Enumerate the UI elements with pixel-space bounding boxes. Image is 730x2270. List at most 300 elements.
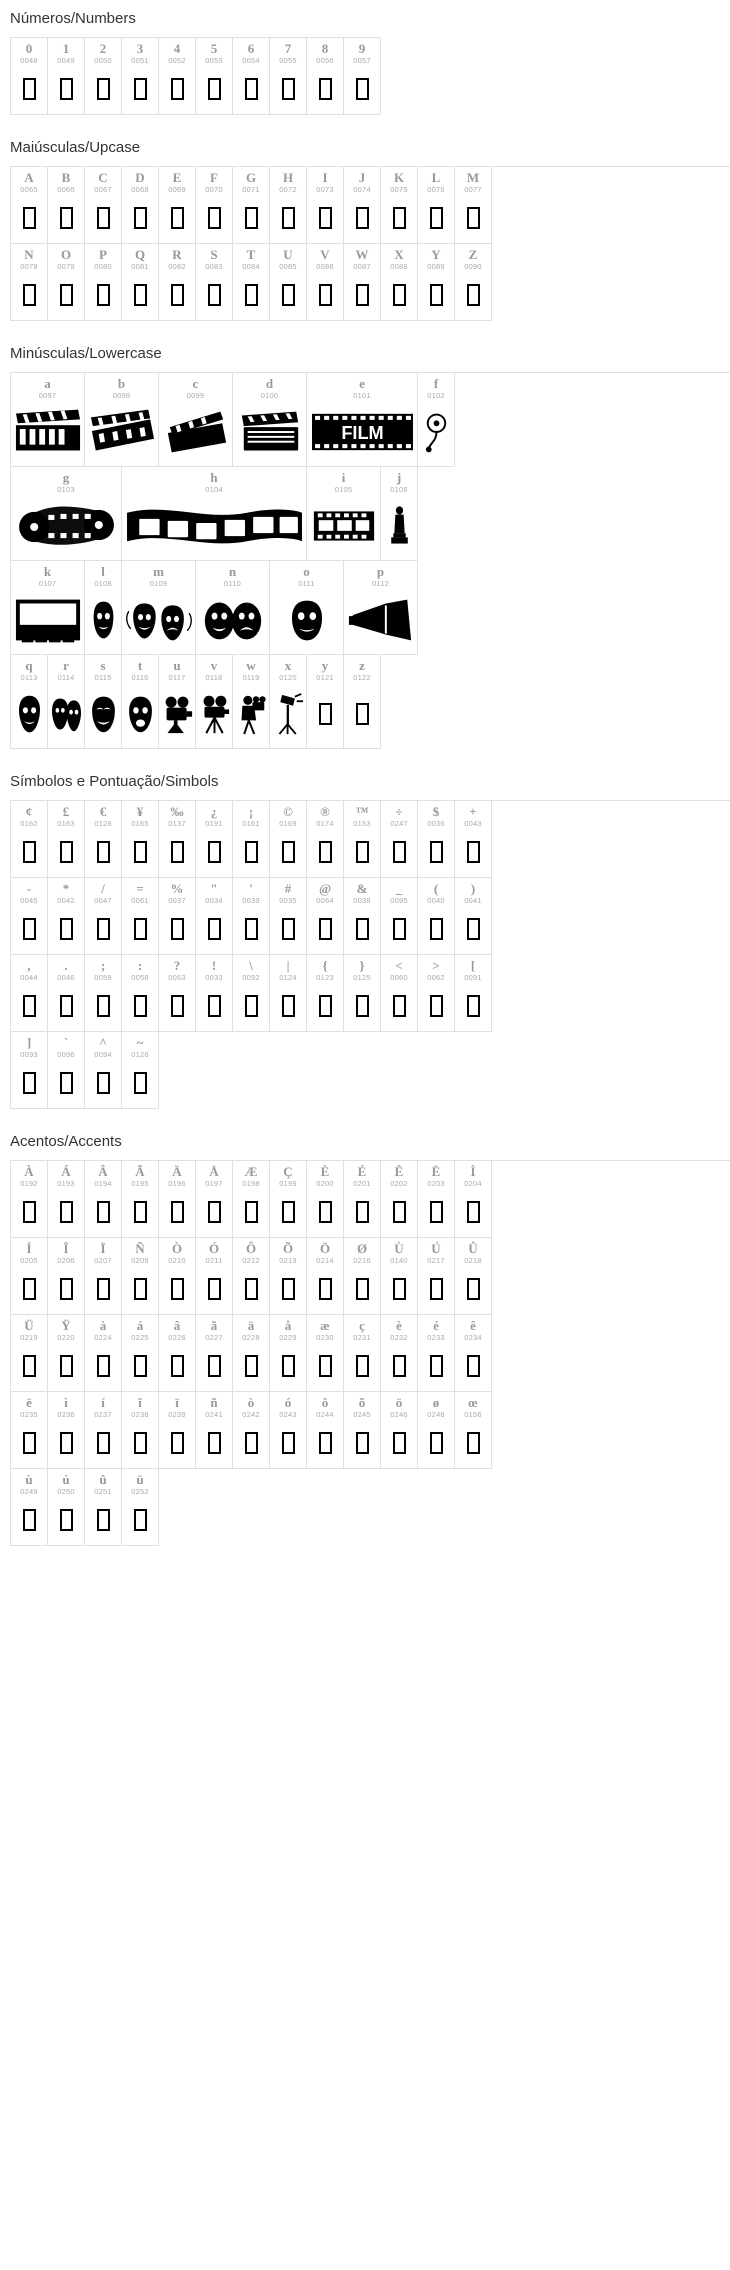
glyph-code: 0106 xyxy=(390,485,408,494)
cameraman-icon xyxy=(233,688,269,740)
glyph-cell[interactable] xyxy=(233,801,270,878)
glyph-cell[interactable] xyxy=(85,955,122,1032)
glyph-char: O xyxy=(60,247,72,262)
mask-solid-s-icon xyxy=(85,688,121,740)
glyph-cell[interactable] xyxy=(85,1315,122,1392)
glyph-char: t xyxy=(137,658,143,673)
glyph-cell[interactable] xyxy=(48,244,85,321)
glyph-cell[interactable] xyxy=(196,1238,233,1315)
glyph-code: 0192 xyxy=(20,1179,38,1188)
missing-glyph-icon xyxy=(23,207,36,229)
glyph-preview xyxy=(122,1061,158,1108)
missing-glyph-icon xyxy=(97,918,110,940)
glyph-code: 0194 xyxy=(94,1179,112,1188)
missing-glyph-icon xyxy=(60,1201,73,1223)
glyph-cell[interactable] xyxy=(11,1392,48,1469)
glyph-preview xyxy=(381,496,417,560)
glyph-cell[interactable] xyxy=(270,1315,307,1392)
glyph-cell[interactable] xyxy=(159,1315,196,1392)
single-mask-icon xyxy=(85,594,121,646)
missing-glyph-icon xyxy=(319,207,332,229)
glyph-cell[interactable] xyxy=(381,244,418,321)
glyph-cell[interactable] xyxy=(233,955,270,1032)
tragedy-mask-t-icon xyxy=(122,688,158,740)
glyph-cell[interactable] xyxy=(233,244,270,321)
glyph-preview xyxy=(85,402,158,466)
glyph-cell[interactable] xyxy=(196,1315,233,1392)
glyph-code: 0241 xyxy=(205,1410,223,1419)
glyph-preview xyxy=(344,273,380,320)
glyph-cell[interactable] xyxy=(122,955,159,1032)
missing-glyph-icon xyxy=(208,1201,221,1223)
glyph-cell[interactable] xyxy=(270,244,307,321)
glyph-cell[interactable] xyxy=(418,878,455,955)
glyph-cell[interactable] xyxy=(455,1392,492,1469)
glyph-cell[interactable] xyxy=(48,1469,85,1546)
oscar-statuette-icon xyxy=(381,500,417,552)
glyph-cell[interactable] xyxy=(344,1161,381,1238)
glyph-preview xyxy=(159,907,195,954)
glyph-char: z xyxy=(359,658,365,673)
glyph-cell[interactable] xyxy=(159,167,196,244)
glyph-cell[interactable] xyxy=(196,167,233,244)
glyph-cell[interactable] xyxy=(159,1392,196,1469)
glyph-cell[interactable] xyxy=(381,955,418,1032)
glyph-cell[interactable] xyxy=(48,1161,85,1238)
glyph-char: Ô xyxy=(245,1241,257,1256)
glyph-cell[interactable] xyxy=(381,1392,418,1469)
glyph-cell[interactable] xyxy=(307,655,344,749)
glyph-cell[interactable] xyxy=(307,373,418,467)
glyph-preview xyxy=(418,1267,454,1314)
glyph-cell[interactable] xyxy=(196,38,233,115)
glyph-cell[interactable] xyxy=(418,373,455,467)
missing-glyph-icon xyxy=(60,1355,73,1377)
glyph-cell[interactable] xyxy=(48,955,85,1032)
glyph-cell[interactable] xyxy=(48,167,85,244)
glyph-cell[interactable] xyxy=(307,955,344,1032)
glyph-cell[interactable] xyxy=(85,244,122,321)
glyph-cell[interactable] xyxy=(455,878,492,955)
glyph-cell[interactable] xyxy=(85,167,122,244)
glyph-cell[interactable] xyxy=(233,1238,270,1315)
glyph-cell[interactable] xyxy=(48,801,85,878)
glyph-char: ô xyxy=(321,1395,329,1410)
glyph-cell[interactable] xyxy=(455,244,492,321)
glyph-cell[interactable] xyxy=(455,1238,492,1315)
glyph-cell[interactable] xyxy=(122,467,307,561)
glyph-code: 0066 xyxy=(57,185,75,194)
glyph-cell[interactable] xyxy=(233,878,270,955)
glyph-cell[interactable] xyxy=(11,955,48,1032)
two-reels-icon xyxy=(11,500,121,552)
glyph-cell[interactable] xyxy=(344,167,381,244)
glyph-cell[interactable] xyxy=(122,655,159,749)
glyph-cell[interactable] xyxy=(344,655,381,749)
missing-glyph-icon xyxy=(97,841,110,863)
glyph-code: 0120 xyxy=(279,673,297,682)
glyph-cell[interactable] xyxy=(11,801,48,878)
glyph-cell[interactable] xyxy=(381,878,418,955)
glyph-cell[interactable] xyxy=(196,955,233,1032)
glyph-cell[interactable] xyxy=(122,1469,159,1546)
glyph-cell[interactable] xyxy=(418,801,455,878)
glyph-char: ; xyxy=(100,958,106,973)
glyph-cell[interactable] xyxy=(85,1392,122,1469)
glyph-code: 0224 xyxy=(94,1333,112,1342)
glyph-cell[interactable] xyxy=(381,801,418,878)
missing-glyph-icon xyxy=(430,1355,443,1377)
glyph-char: ~ xyxy=(136,1035,144,1050)
glyph-cell[interactable] xyxy=(122,801,159,878)
glyph-cell[interactable] xyxy=(196,1392,233,1469)
glyph-code: 0246 xyxy=(390,1410,408,1419)
missing-glyph-icon xyxy=(319,995,332,1017)
glyph-cell[interactable] xyxy=(48,878,85,955)
glyph-cell[interactable] xyxy=(122,878,159,955)
glyph-cell[interactable] xyxy=(455,1315,492,1392)
glyph-char: F xyxy=(210,170,218,185)
glyph-cell[interactable] xyxy=(344,38,381,115)
glyph-cell[interactable] xyxy=(85,1238,122,1315)
glyph-code: 0064 xyxy=(316,896,334,905)
section-lowercase xyxy=(0,335,730,749)
glyph-preview xyxy=(85,984,121,1031)
glyph-char: < xyxy=(395,958,403,973)
glyph-cell[interactable] xyxy=(196,561,270,655)
glyph-cell[interactable] xyxy=(11,1032,48,1109)
glyph-cell[interactable] xyxy=(122,1392,159,1469)
glyph-cell[interactable] xyxy=(11,373,85,467)
glyph-char: W xyxy=(355,247,369,262)
glyph-cell[interactable] xyxy=(159,38,196,115)
glyph-cell[interactable] xyxy=(455,167,492,244)
mask-profile-icon xyxy=(270,594,343,646)
glyph-code: 0116 xyxy=(131,673,149,682)
glyph-char: ÷ xyxy=(395,804,403,819)
glyph-cell[interactable] xyxy=(85,1161,122,1238)
glyph-cell[interactable] xyxy=(159,801,196,878)
glyph-cell[interactable] xyxy=(233,1392,270,1469)
glyph-cell[interactable] xyxy=(122,561,196,655)
glyph-cell[interactable] xyxy=(381,167,418,244)
glyph-cell[interactable] xyxy=(344,801,381,878)
glyph-char: e xyxy=(359,376,365,391)
glyph-cell[interactable] xyxy=(381,467,418,561)
glyph-code: 0102 xyxy=(427,391,445,400)
glyph-preview xyxy=(122,1267,158,1314)
glyph-char: ï xyxy=(175,1395,179,1410)
glyph-cell[interactable] xyxy=(48,1392,85,1469)
missing-glyph-icon xyxy=(282,207,295,229)
glyph-char: Ø xyxy=(356,1241,368,1256)
glyph-cell[interactable] xyxy=(122,1161,159,1238)
glyph-cell[interactable] xyxy=(418,1238,455,1315)
glyph-preview xyxy=(11,1190,47,1237)
glyph-cell[interactable] xyxy=(270,1238,307,1315)
glyph-cell[interactable] xyxy=(48,1032,85,1109)
glyph-char: G xyxy=(245,170,257,185)
glyph-cell[interactable] xyxy=(455,801,492,878)
missing-glyph-icon xyxy=(356,207,369,229)
glyph-char: ê xyxy=(470,1318,476,1333)
glyph-cell[interactable] xyxy=(307,1238,344,1315)
glyph-char: # xyxy=(284,881,292,896)
glyph-cell[interactable] xyxy=(159,373,233,467)
glyph-cell[interactable] xyxy=(418,1161,455,1238)
glyph-code: 0207 xyxy=(94,1256,112,1265)
glyph-char: M xyxy=(466,170,480,185)
glyph-cell[interactable] xyxy=(122,1315,159,1392)
glyph-cell[interactable] xyxy=(85,801,122,878)
glyph-cell[interactable] xyxy=(307,878,344,955)
glyph-cell[interactable] xyxy=(159,878,196,955)
glyph-char: b xyxy=(117,376,126,391)
glyph-cell[interactable] xyxy=(48,655,85,749)
glyph-cell[interactable] xyxy=(85,561,122,655)
glyph-cell[interactable] xyxy=(11,467,122,561)
glyph-cell[interactable] xyxy=(455,955,492,1032)
glyph-cell[interactable] xyxy=(381,1161,418,1238)
glyph-cell[interactable] xyxy=(11,1315,48,1392)
glyph-char: l xyxy=(101,564,105,579)
missing-glyph-icon xyxy=(282,995,295,1017)
glyph-preview xyxy=(85,1267,121,1314)
glyph-cell[interactable] xyxy=(270,38,307,115)
glyph-cell[interactable] xyxy=(344,1315,381,1392)
glyph-code: 0227 xyxy=(205,1333,223,1342)
glyph-cell[interactable] xyxy=(11,244,48,321)
glyph-cell[interactable] xyxy=(233,38,270,115)
glyph-cell[interactable] xyxy=(159,655,196,749)
glyph-preview xyxy=(344,984,380,1031)
glyph-code: 0108 xyxy=(94,579,112,588)
missing-glyph-icon xyxy=(60,1509,73,1531)
glyph-cell[interactable] xyxy=(381,1315,418,1392)
glyph-preview xyxy=(455,1344,491,1391)
missing-glyph-icon xyxy=(430,1201,443,1223)
glyph-cell[interactable] xyxy=(122,1032,159,1109)
glyph-cell[interactable] xyxy=(11,1161,48,1238)
glyph-cell[interactable] xyxy=(270,801,307,878)
glyph-cell[interactable] xyxy=(307,38,344,115)
glyph-preview xyxy=(455,1267,491,1314)
glyph-cell[interactable] xyxy=(48,1238,85,1315)
glyph-preview xyxy=(233,196,269,243)
glyph-code: 0057 xyxy=(353,56,371,65)
glyph-code: 0085 xyxy=(279,262,297,271)
glyph-cell[interactable] xyxy=(196,801,233,878)
glyph-cell[interactable] xyxy=(11,878,48,955)
glyph-preview xyxy=(85,684,121,748)
glyph-cell[interactable] xyxy=(159,1238,196,1315)
glyph-cell[interactable] xyxy=(270,1161,307,1238)
glyph-preview xyxy=(344,590,417,654)
glyph-cell[interactable] xyxy=(85,878,122,955)
glyph-cell[interactable] xyxy=(307,467,381,561)
glyph-grid xyxy=(10,372,730,749)
glyph-cell[interactable] xyxy=(122,1238,159,1315)
glyph-code: 0123 xyxy=(316,973,334,982)
glyph-cell[interactable] xyxy=(85,38,122,115)
glyph-cell[interactable] xyxy=(270,955,307,1032)
glyph-cell[interactable] xyxy=(196,1161,233,1238)
glyph-cell[interactable] xyxy=(11,38,48,115)
glyph-cell[interactable] xyxy=(270,167,307,244)
glyph-code: 0242 xyxy=(242,1410,260,1419)
glyph-preview xyxy=(455,984,491,1031)
glyph-cell[interactable] xyxy=(233,167,270,244)
missing-glyph-icon xyxy=(208,918,221,940)
glyph-preview xyxy=(11,402,84,466)
glyph-code: 0193 xyxy=(57,1179,75,1188)
glyph-preview xyxy=(122,1498,158,1545)
glyph-code: 0084 xyxy=(242,262,260,271)
glyph-preview xyxy=(233,907,269,954)
glyph-code: 0140 xyxy=(390,1256,408,1265)
glyph-cell[interactable] xyxy=(159,1161,196,1238)
glyph-code: 0245 xyxy=(353,1410,371,1419)
glyph-cell[interactable] xyxy=(233,1315,270,1392)
glyph-code: 0045 xyxy=(20,896,38,905)
section-numbers xyxy=(0,0,730,115)
glyph-char: Y xyxy=(431,247,441,262)
glyph-cell[interactable] xyxy=(344,244,381,321)
glyph-cell[interactable] xyxy=(418,1392,455,1469)
glyph-preview xyxy=(233,830,269,877)
glyph-cell[interactable] xyxy=(307,167,344,244)
glyph-cell[interactable] xyxy=(344,955,381,1032)
glyph-cell[interactable] xyxy=(11,655,48,749)
glyph-code: 0252 xyxy=(131,1487,149,1496)
glyph-char: ñ xyxy=(210,1395,218,1410)
glyph-cell[interactable] xyxy=(11,1469,48,1546)
glyph-char: Q xyxy=(134,247,146,262)
glyph-cell[interactable] xyxy=(233,373,307,467)
glyph-cell[interactable] xyxy=(11,1238,48,1315)
glyph-char: Ñ xyxy=(135,1241,145,1256)
glyph-char: w xyxy=(246,658,256,673)
missing-glyph-icon xyxy=(393,284,406,306)
glyph-cell[interactable] xyxy=(418,167,455,244)
glyph-cell[interactable] xyxy=(307,801,344,878)
glyph-cell[interactable] xyxy=(307,1315,344,1392)
missing-glyph-icon xyxy=(245,78,258,100)
glyph-char: + xyxy=(469,804,477,819)
glyph-code: 0195 xyxy=(131,1179,149,1188)
glyph-char: 4 xyxy=(173,41,181,56)
glyph-cell[interactable] xyxy=(270,1392,307,1469)
glyph-cell[interactable] xyxy=(307,244,344,321)
missing-glyph-icon xyxy=(282,1432,295,1454)
glyph-cell[interactable] xyxy=(418,955,455,1032)
glyph-cell[interactable] xyxy=(159,955,196,1032)
glyph-cell[interactable] xyxy=(85,655,122,749)
missing-glyph-icon xyxy=(430,841,443,863)
glyph-preview xyxy=(418,1421,454,1468)
glyph-cell[interactable] xyxy=(344,1238,381,1315)
glyph-preview xyxy=(307,67,343,114)
glyph-code: 0075 xyxy=(390,185,408,194)
glyph-preview xyxy=(418,907,454,954)
missing-glyph-icon xyxy=(208,207,221,229)
glyph-preview xyxy=(11,496,121,560)
glyph-preview xyxy=(196,1267,232,1314)
glyph-char: [ xyxy=(470,958,476,973)
glyph-preview xyxy=(159,402,232,466)
glyph-cell[interactable] xyxy=(11,167,48,244)
glyph-cell[interactable] xyxy=(307,1392,344,1469)
glyph-code: 0210 xyxy=(168,1256,186,1265)
glyph-char: & xyxy=(356,881,368,896)
glyph-cell[interactable] xyxy=(233,1161,270,1238)
glyph-cell[interactable] xyxy=(418,244,455,321)
glyph-cell[interactable] xyxy=(11,561,85,655)
glyph-preview xyxy=(11,684,47,748)
glyph-cell[interactable] xyxy=(122,38,159,115)
glyph-cell[interactable] xyxy=(344,1392,381,1469)
glyph-cell[interactable] xyxy=(307,1161,344,1238)
glyph-char: x xyxy=(284,658,292,673)
glyph-cell[interactable] xyxy=(85,373,159,467)
glyph-cell[interactable] xyxy=(344,561,418,655)
glyph-cell[interactable] xyxy=(270,561,344,655)
glyph-cell[interactable] xyxy=(196,878,233,955)
glyph-preview xyxy=(48,1421,84,1468)
glyph-code: 0213 xyxy=(279,1256,297,1265)
missing-glyph-icon xyxy=(245,1278,258,1300)
glyph-cell[interactable] xyxy=(270,655,307,749)
glyph-char: R xyxy=(172,247,182,262)
glyph-code: 0101 xyxy=(353,391,371,400)
glyph-cell[interactable] xyxy=(381,1238,418,1315)
glyph-code: 0125 xyxy=(353,973,371,982)
glyph-cell[interactable] xyxy=(196,655,233,749)
glyph-char: 0 xyxy=(25,41,33,56)
glyph-char: D xyxy=(135,170,145,185)
glyph-cell[interactable] xyxy=(455,1161,492,1238)
glyph-cell[interactable] xyxy=(48,38,85,115)
glyph-cell[interactable] xyxy=(270,878,307,955)
camera-tripod-icon xyxy=(196,688,232,740)
glyph-cell[interactable] xyxy=(122,167,159,244)
glyph-preview xyxy=(270,1267,306,1314)
glyph-cell[interactable] xyxy=(344,878,381,955)
glyph-code: 0163 xyxy=(57,819,75,828)
glyph-char: £ xyxy=(62,804,70,819)
glyph-cell[interactable] xyxy=(122,244,159,321)
glyph-code: 0078 xyxy=(20,262,38,271)
glyph-preview xyxy=(270,830,306,877)
glyph-char: ì xyxy=(64,1395,68,1410)
glyph-cell[interactable] xyxy=(196,244,233,321)
glyph-char: q xyxy=(25,658,33,673)
glyph-code: 0104 xyxy=(205,485,223,494)
glyph-preview xyxy=(196,196,232,243)
glyph-char: ¢ xyxy=(25,804,33,819)
glyph-cell[interactable] xyxy=(85,1469,122,1546)
glyph-cell[interactable] xyxy=(48,1315,85,1392)
glyph-char: Ÿ xyxy=(61,1318,71,1333)
missing-glyph-icon xyxy=(356,1278,369,1300)
glyph-char: ø xyxy=(432,1395,440,1410)
glyph-preview xyxy=(122,1421,158,1468)
glyph-cell[interactable] xyxy=(159,244,196,321)
glyph-code: 0165 xyxy=(131,819,149,828)
glyph-cell[interactable] xyxy=(418,1315,455,1392)
glyph-cell[interactable] xyxy=(85,1032,122,1109)
glyph-cell[interactable] xyxy=(233,655,270,749)
